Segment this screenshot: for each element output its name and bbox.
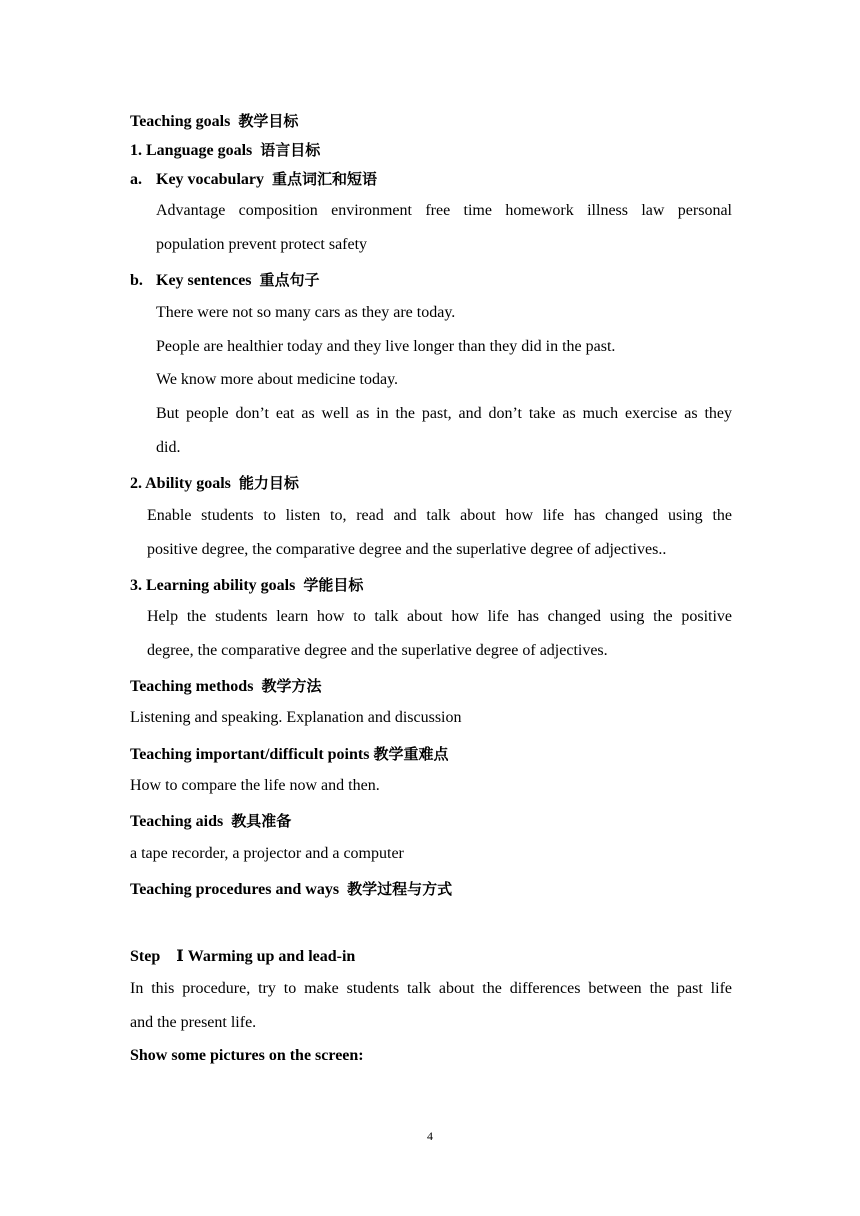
heading-key-vocabulary [130, 168, 732, 189]
heading-text: 1. Language goals [130, 142, 253, 159]
show-pictures-heading: Show some pictures on the screen: [130, 1047, 364, 1064]
list-label: b. [130, 272, 143, 289]
heading-cn: 教学重难点 [373, 745, 449, 763]
heading-ability-goals [130, 472, 732, 493]
step-line: and the present life. [130, 1014, 257, 1031]
step-line: In this procedure, try to make students talk about the differences between the past life [130, 980, 732, 997]
sentence-line: But people don’t eat as well as in the past, and don’t take as much exercise as they [156, 405, 732, 422]
sentence-line: did. [156, 439, 181, 456]
sentence-line: People are healthier today and they live longer than they did in the past. [156, 338, 616, 355]
heading-cn: 语言目标 [260, 141, 321, 159]
heading-teaching-procedures [130, 878, 732, 899]
heading-text: 2. Ability goals [130, 475, 231, 492]
methods-text: Listening and speaking. Explanation and discussion [130, 709, 462, 726]
heading-cn: 重点句子 [259, 271, 320, 289]
ability-line: positive degree, the comparative degree and the superlative degree of adjectives.. [147, 541, 667, 558]
ability-line: Enable students to listen to, read and talk about how life has changed using the [147, 507, 732, 524]
heading-cn: 学能目标 [303, 576, 364, 594]
step-numeral: Ⅰ [176, 948, 184, 965]
sentence-line: We know more about medicine today. [156, 371, 399, 388]
step-heading [130, 946, 732, 966]
heading-text: Key sentences [156, 272, 252, 289]
sentence-line: There were not so many cars as they are today. [156, 304, 456, 321]
heading-cn: 教学方法 [261, 677, 322, 695]
heading-language-goals [130, 139, 732, 160]
heading-learning-ability-goals [130, 574, 732, 595]
heading-teaching-goals [130, 110, 732, 131]
page-number: 4 [427, 1129, 433, 1143]
heading-text: Key vocabulary [156, 171, 264, 188]
heading-text: 3. Learning ability goals [130, 577, 296, 594]
heading-text: Teaching aids [130, 813, 224, 830]
heading-text: Teaching methods [130, 678, 254, 695]
vocab-line: population prevent protect safety [156, 236, 368, 253]
heading-cn: 重点词汇和短语 [272, 170, 378, 188]
heading-important-points [130, 743, 732, 764]
list-label: a. [130, 171, 142, 188]
heading-cn: 能力目标 [238, 474, 299, 492]
heading-text: Teaching procedures and ways [130, 881, 340, 898]
step-title: Warming up and lead-in [187, 948, 356, 965]
heading-cn: 教学目标 [238, 112, 299, 130]
heading-teaching-methods [130, 675, 732, 696]
vocab-line: Advantage composition environment free time homework illness law personal [156, 202, 732, 219]
heading-key-sentences [130, 269, 732, 290]
heading-text: Teaching goals [130, 113, 231, 130]
heading-cn: 教具准备 [231, 812, 292, 830]
aids-text: a tape recorder, a projector and a computer [130, 845, 404, 862]
learning-line: Help the students learn how to talk about how life has changed using the positive [147, 608, 732, 625]
heading-teaching-aids [130, 810, 732, 831]
learning-line: degree, the comparative degree and the superlative degree of adjectives. [147, 642, 608, 659]
points-text: How to compare the life now and then. [130, 777, 380, 794]
step-prefix: Step [130, 948, 161, 965]
heading-cn: 教学过程与方式 [347, 880, 453, 898]
heading-text: Teaching important/difficult points [130, 746, 370, 763]
